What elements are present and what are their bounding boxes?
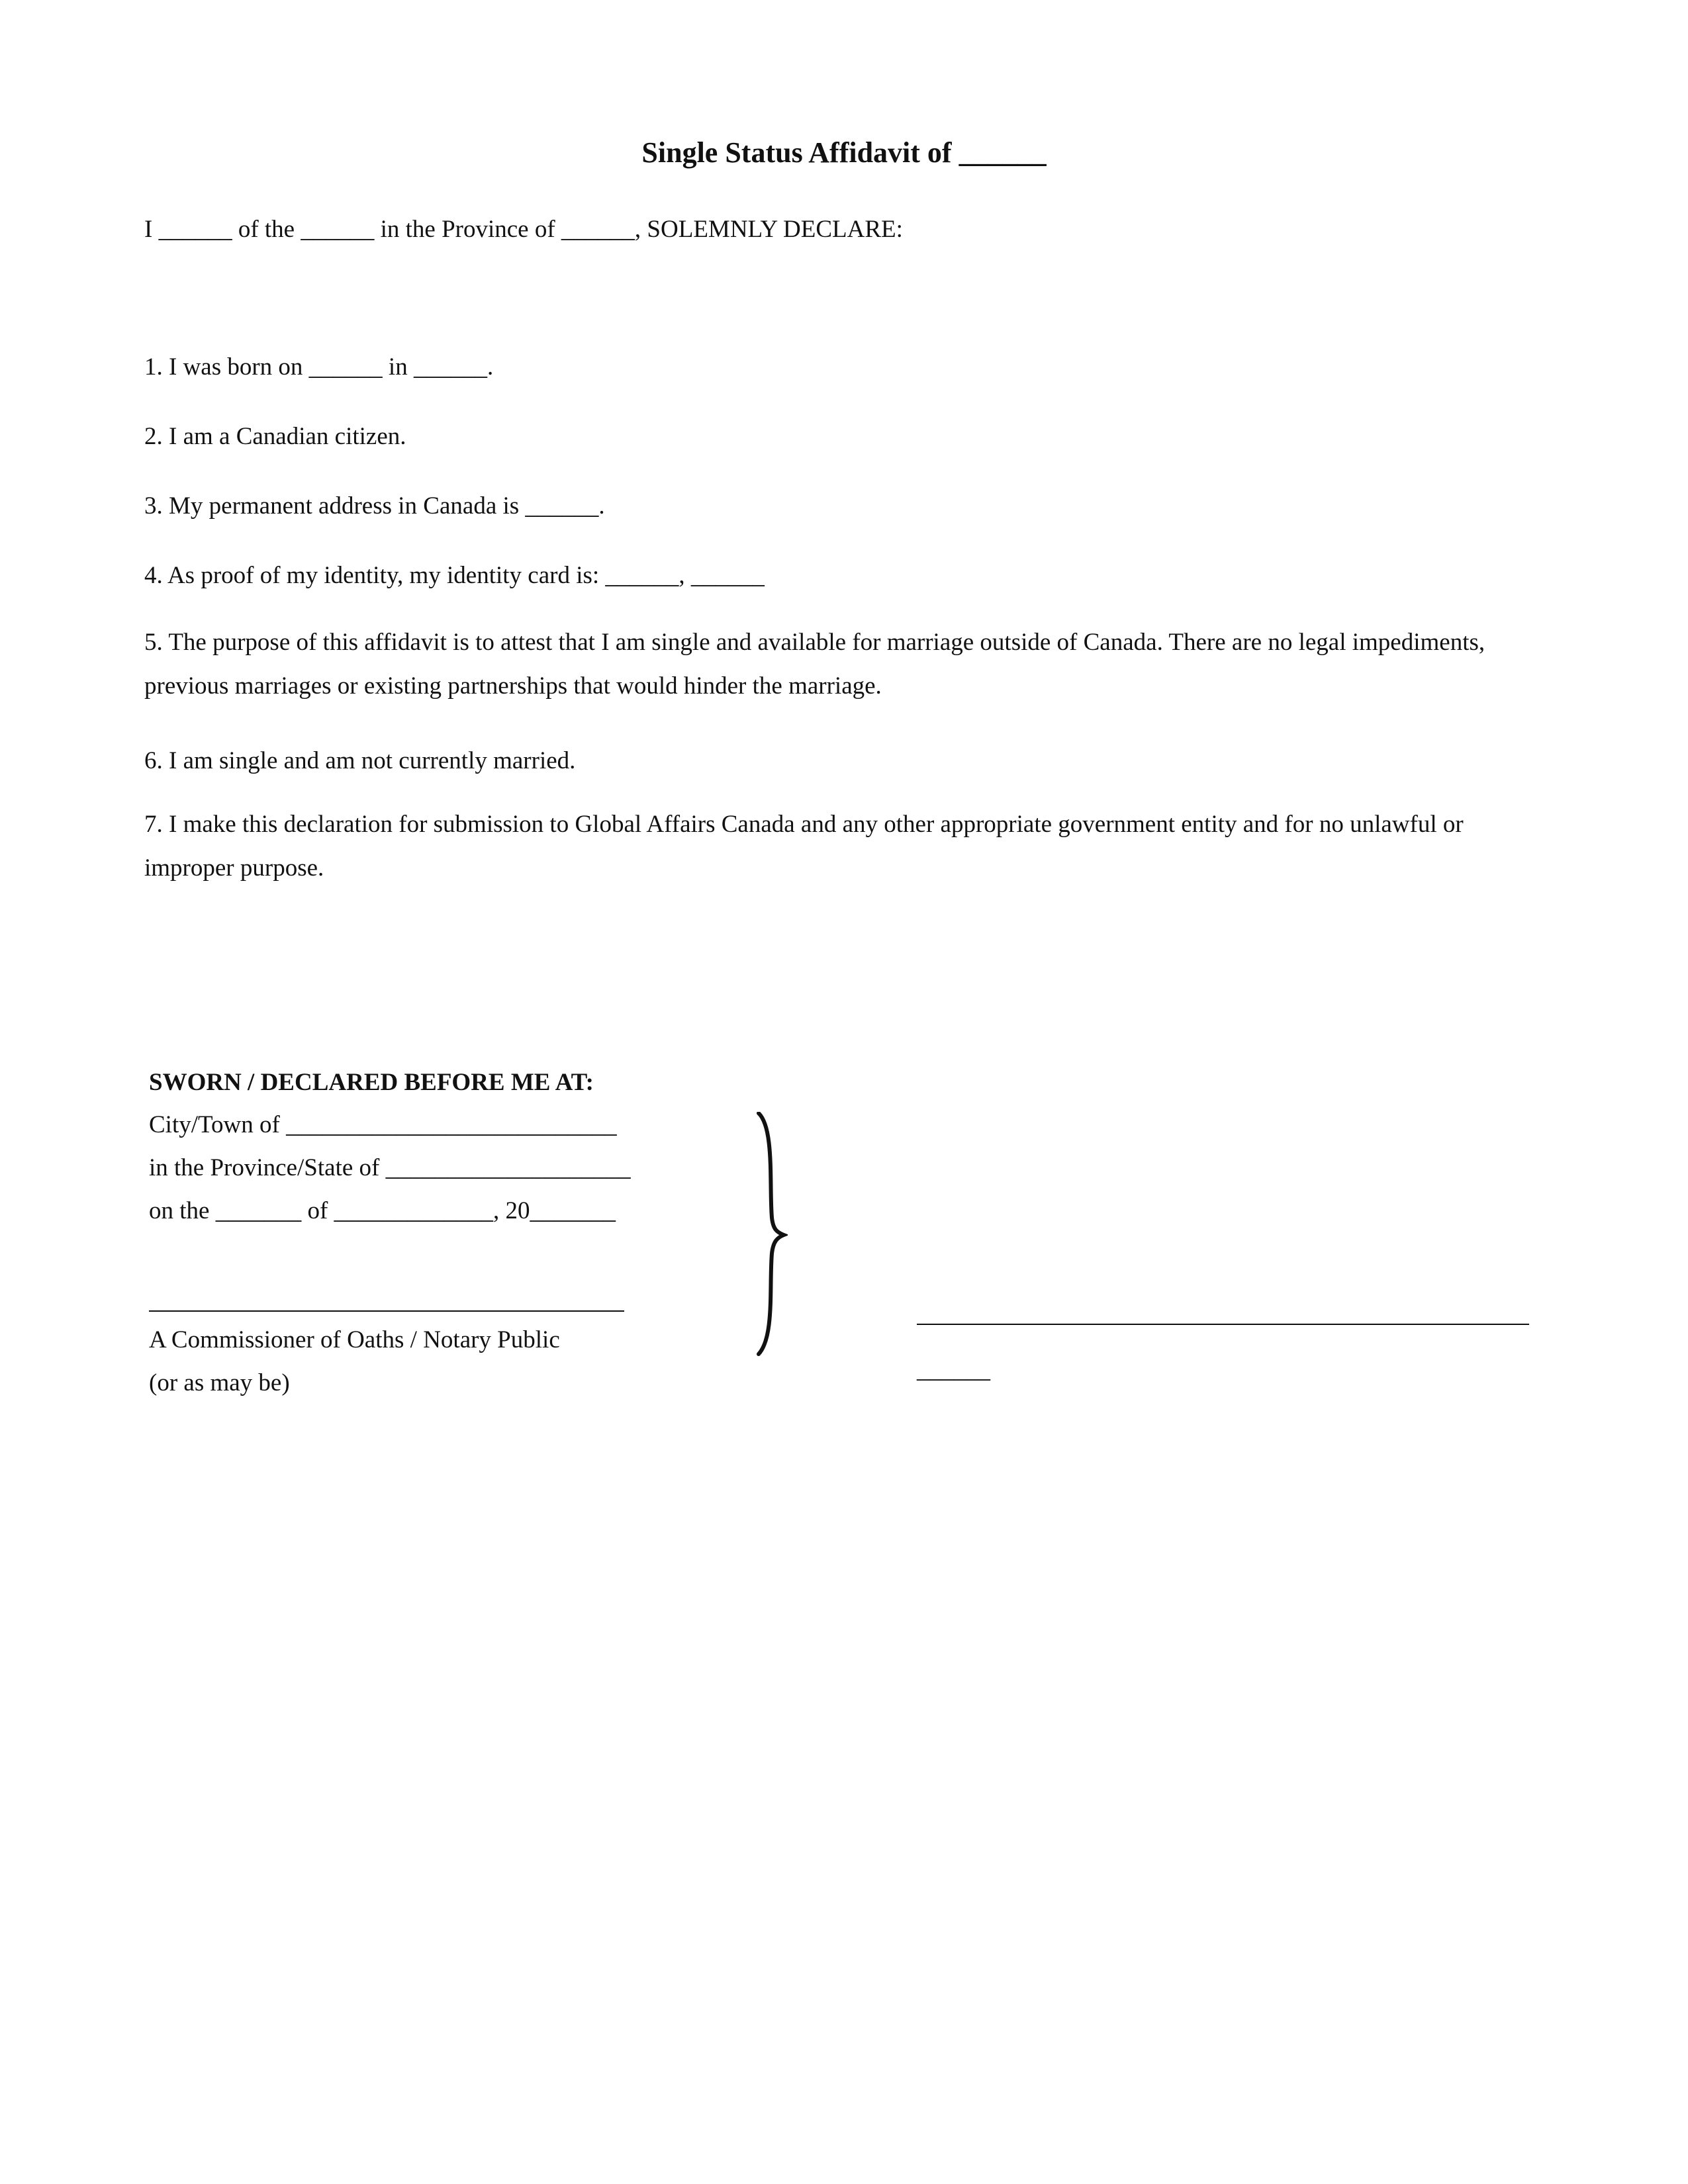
item-4: 4. As proof of my identity, my identity card is: ______, ______ xyxy=(144,562,765,589)
item-5: 5. The purpose of this affidavit is to attest that I am single and available for marriage outside of Canada. There are no legal impediments, previous marriages or existing partnerships that would hinder the marriage. xyxy=(144,629,1485,700)
province-line: in the Province/State of ____________________ xyxy=(149,1154,631,1181)
item-3: 3. My permanent address in Canada is ______. xyxy=(144,492,605,520)
item-7: 7. I make this declaration for submission to Global Affairs Canada and any other appropriate government entity and for no unlawful or improper purpose. xyxy=(144,811,1464,882)
commissioner-title: A Commissioner of Oaths / Notary Public xyxy=(149,1326,560,1353)
date-line: on the _______ of _____________, 20_______ xyxy=(149,1197,616,1224)
declaration-line: I ______ of the ______ in the Province of ______, SOLEMNLY DECLARE: xyxy=(144,216,903,243)
deponent-signature-line xyxy=(917,1324,1529,1325)
commissioner-signature-line xyxy=(149,1310,624,1312)
curly-brace-icon xyxy=(755,1112,788,1357)
sworn-heading: SWORN / DECLARED BEFORE ME AT: xyxy=(149,1069,594,1096)
city-line: City/Town of ___________________________ xyxy=(149,1111,617,1138)
item-2: 2. I am a Canadian citizen. xyxy=(144,423,406,450)
item-6: 6. I am single and am not currently married. xyxy=(144,747,576,774)
deponent-name-blank: ______ xyxy=(917,1356,990,1383)
document-title: Single Status Affidavit of ______ xyxy=(641,136,1047,169)
commissioner-subtitle: (or as may be) xyxy=(149,1369,290,1396)
item-1: 1. I was born on ______ in ______. xyxy=(144,353,494,381)
